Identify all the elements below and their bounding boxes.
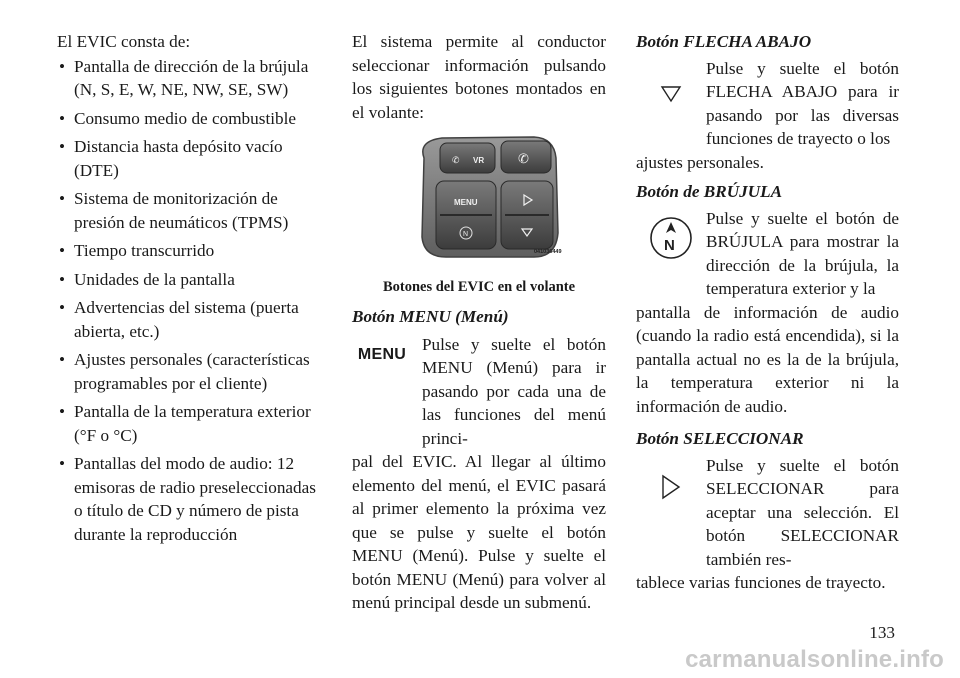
list-item: • Consumo medio de combustible [57, 107, 321, 131]
photo-code: 041036449 [534, 249, 562, 255]
list-item: • Tiempo transcurrido [57, 239, 321, 263]
compass-icon [636, 213, 706, 263]
select-text-indent: Pulse y suelte el botón SELECCIONAR para aceptar una selección. El botón SELECCIONAR también res- [706, 455, 899, 569]
menu-button-label: MENU [454, 198, 478, 207]
list-item: • Distancia hasta depósito vacío (DTE) [57, 135, 321, 182]
down-arrow-text-rest: ajustes personales. [636, 152, 764, 172]
compass-heading: Botón de BRÚJULA [636, 182, 783, 201]
list-item: • Ajustes personales (características programables por el cliente) [57, 348, 321, 395]
menu-icon-label: MENU [357, 346, 407, 364]
select-arrow-icon [636, 467, 706, 507]
select-text-rest: tablece varias funciones de trayecto. [636, 573, 886, 592]
phone-icon: ✆ [518, 152, 529, 167]
menu-text-rest: pal del EVIC. Al llegar al último elemento del menú, el EVIC pasará al primer elemento la próxima vez que se pulse y suelte el botón MENU (Menú). Pulse y suelte el botón MENU (Menú) para volver al menú principal desde un submenú. [352, 452, 606, 612]
list-item: • Pantalla de dirección de la brújula (N, S, E, W, NE, NW, SE, SW) [57, 55, 321, 102]
down-arrow-text-indent: Pulse y suelte el botón FLECHA ABAJO para ir pasando por las diversas funciones de trayecto o los [706, 58, 899, 148]
list-item: • Pantalla de la temperatura exterior (°F o °C) [57, 400, 321, 447]
page-number: 133 [869, 623, 895, 642]
down-arrow-heading: Botón FLECHA ABAJO [636, 32, 812, 51]
menu-icon [352, 343, 412, 367]
menu-button-heading: Botón MENU (Menú) [352, 307, 509, 326]
list-item: • Sistema de monitorización de presión de neumáticos (TPMS) [57, 187, 321, 234]
left-column [57, 30, 321, 551]
list-item: • Pantallas del modo de audio: 12 emisoras de radio preseleccionadas o título de CD y número de pista durante la reproducción [57, 452, 321, 546]
select-section [636, 427, 899, 595]
steering-buttons-photo [384, 133, 574, 270]
system-intro: El sistema permite al conductor seleccionar información pulsando los siguientes botones montados en el volante: [352, 32, 606, 122]
watermark: carmanualsonline.info [685, 646, 944, 673]
list-item: • Unidades de la pantalla [57, 268, 321, 292]
right-column [636, 30, 899, 595]
down-arrow-icon [636, 80, 706, 108]
compass-section [636, 180, 899, 418]
steering-buttons-illustration [384, 133, 574, 263]
middle-column [352, 30, 606, 615]
list-item: • Advertencias del sistema (puerta abierta, etc.) [57, 296, 321, 343]
menu-text-indent: Pulse y suelte el botón MENU (Menú) para ir pasando por cada una de las funciones del menú princi- [422, 334, 606, 448]
evic-intro: El EVIC consta de: [57, 32, 191, 51]
compass-button-label: N [463, 231, 469, 238]
voice-icon: ✆ [452, 156, 460, 166]
compass-text-rest: pantalla de información de audio (cuando la radio está encendida), si la pantalla actual no es la de la brújula, la temperatura exterior ni la información de audio. [636, 302, 899, 416]
compass-icon-letter: N [664, 237, 675, 254]
compass-text-indent: Pulse y suelte el botón de BRÚJULA para mostrar la dirección de la brújula, la temperatura exterior y la [706, 208, 899, 298]
down-arrow-section [636, 30, 899, 174]
menu-button-section [352, 305, 606, 615]
select-heading: Botón SELECCIONAR [636, 429, 804, 448]
vr-button-label: VR [473, 156, 485, 165]
evic-features-list [57, 55, 321, 547]
photo-caption: Botones del EVIC en el volante [382, 278, 576, 295]
